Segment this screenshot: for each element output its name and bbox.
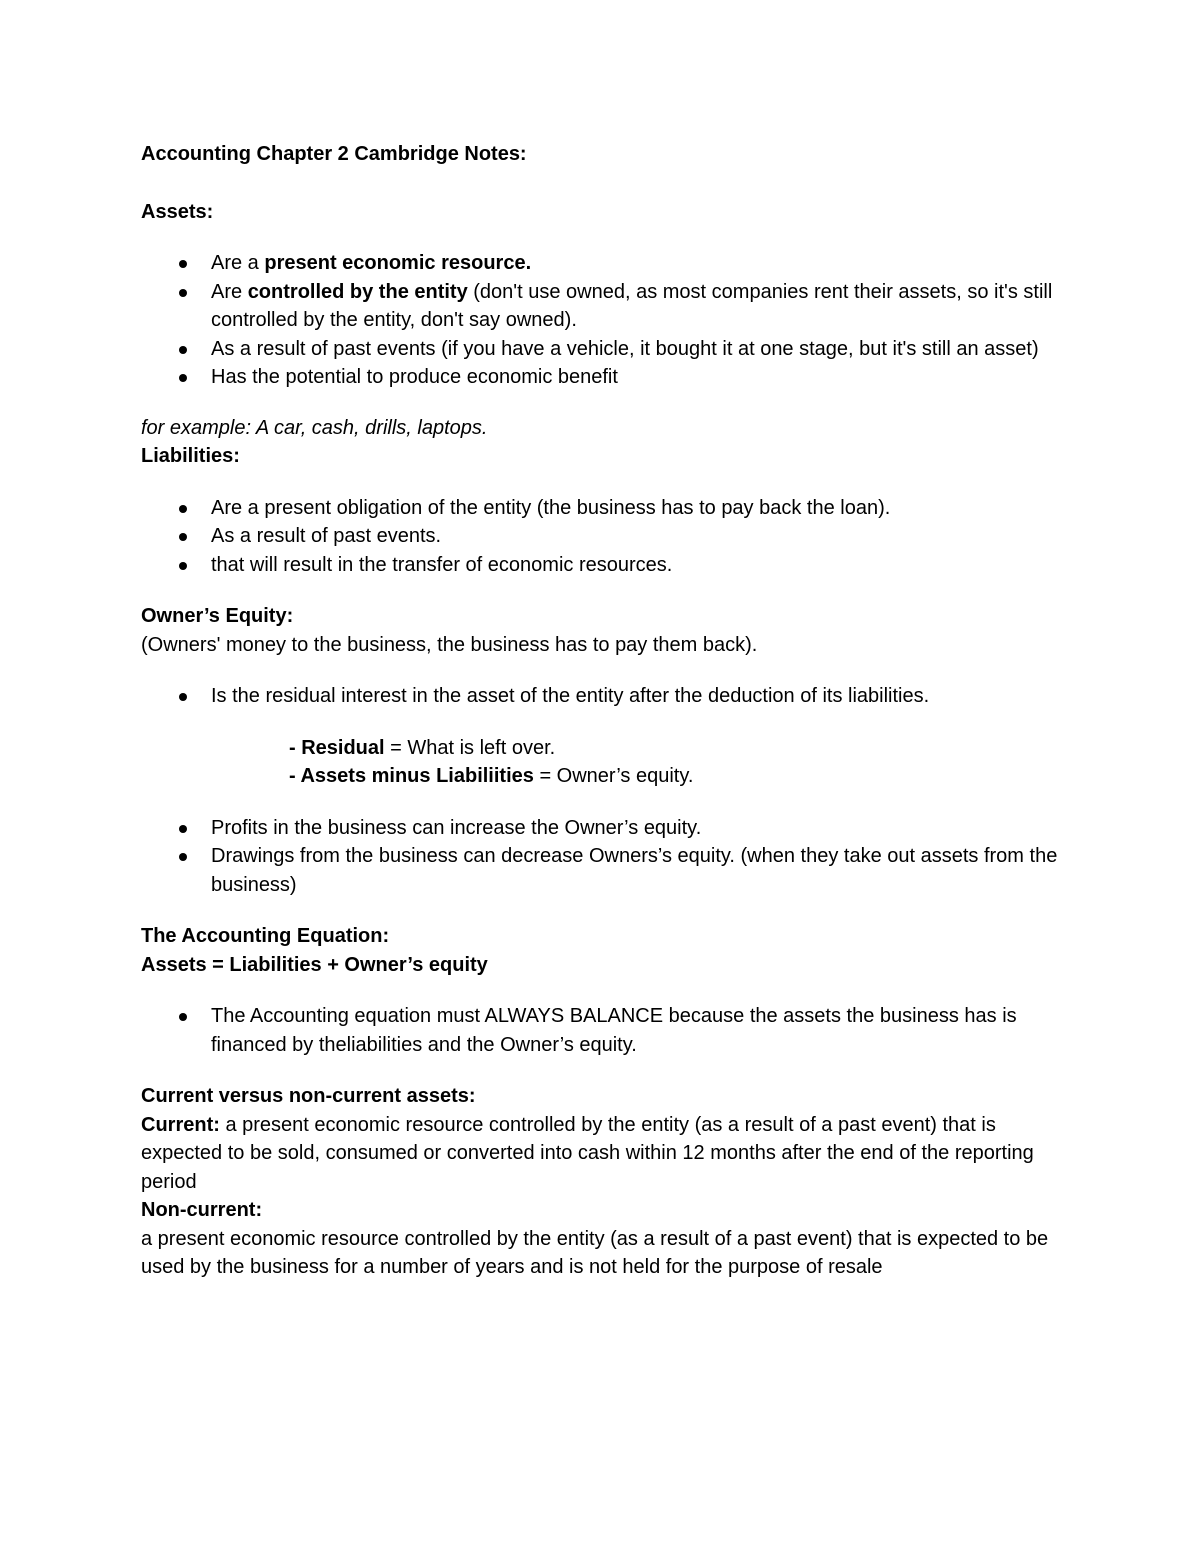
list-item-bold: present economic resource. — [264, 252, 532, 274]
equation-heading: The Accounting Equation: — [141, 925, 390, 947]
list-item: Are a present obligation of the entity (the business has to pay back the loan). — [211, 494, 1061, 523]
noncurrent-text: a present economic resource controlled by the entity (as a result of a past event) that is expected to be used by the business for a number of years and is not held for the purpose of resale — [141, 1227, 1049, 1278]
list-item: that will result in the transfer of economic resources. — [211, 551, 1061, 580]
document-content — [141, 140, 1061, 1282]
liabilities-heading: Liabilities: — [141, 445, 240, 467]
equity-sub-item — [141, 762, 1061, 791]
list-item: As a result of past events. — [211, 522, 1061, 551]
equity-intro: (Owners' money to the business, the business has to pay them back). — [141, 633, 758, 656]
equity-list-2 — [141, 814, 1061, 900]
list-item: Is the residual interest in the asset of the entity after the deduction of its liabilities. — [211, 682, 1061, 711]
list-item-text: Are a — [211, 252, 265, 274]
page-title: Accounting Chapter 2 Cambridge Notes: — [141, 143, 527, 165]
sub-item-text: = What is left over. — [384, 736, 556, 759]
list-item — [211, 249, 1061, 278]
assets-heading: Assets: — [141, 200, 214, 223]
assets-list — [141, 249, 1061, 392]
list-item-text: Are — [211, 280, 248, 303]
list-item: As a result of past events (if you have a vehicle, it bought it at one stage, but it's still an asset) — [211, 335, 1061, 364]
current-text: a present economic resource controlled by the entity (as a result of a past event) that is expected to be sold, consumed or converted into cash within 12 months after the end of the reporting period — [141, 1113, 1034, 1193]
list-item: Has the potential to produce economic benefit — [211, 363, 1061, 392]
sub-item-bold: - Assets minus Liabiliities — [289, 765, 534, 787]
liabilities-list — [141, 494, 1061, 580]
list-item-bold: controlled by the entity — [247, 280, 468, 303]
list-item: Drawings from the business can decrease Owners’s equity. (when they take out assets from the business) — [211, 842, 1061, 899]
list-item — [211, 278, 1061, 335]
equation-formula: Assets = Liabilities + Owner’s equity — [141, 953, 488, 976]
list-item-text: (don't use owned, as most companies rent their assets, so it's still controlled by the entity, don't say owned). — [211, 280, 1053, 331]
equity-sub-item — [141, 734, 1061, 763]
current-heading: Current versus non-current assets: — [141, 1085, 476, 1107]
list-item: Profits in the business can increase the Owner’s equity. — [211, 814, 1061, 843]
current-definition — [141, 1111, 1061, 1197]
equation-list — [141, 1002, 1061, 1059]
list-item: The Accounting equation must ALWAYS BALANCE because the assets the business has is financed by theliabilities and the Owner’s equity. — [211, 1002, 1061, 1059]
sub-item-bold: - Residual — [289, 736, 385, 759]
current-label: Current: — [141, 1113, 220, 1136]
noncurrent-label: Non-current: — [141, 1199, 263, 1221]
sub-item-text: = Owner’s equity. — [533, 765, 694, 787]
assets-example: for example: A car, cash, drills, laptops. — [141, 416, 488, 439]
equity-list — [141, 682, 1061, 711]
equity-heading: Owner’s Equity: — [141, 605, 294, 627]
